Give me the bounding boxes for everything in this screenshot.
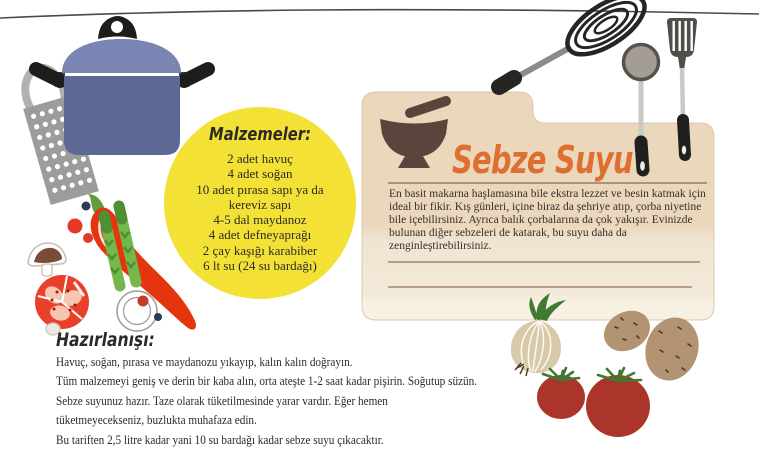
tomato-slice-icon bbox=[35, 275, 89, 329]
ingredient-item: 2 çay kaşığı karabiber bbox=[202, 242, 318, 258]
preparation-line: Havuç, soğan, pırasa ve maydanozu yıkayıp, kalın kalın doğrayın. bbox=[56, 355, 353, 369]
ingredient-item: 10 adet pırasa sapı ya da kereviz sapı bbox=[196, 181, 324, 212]
preparation-panel-heading bbox=[56, 329, 176, 351]
ingredient-item: 6 lt su (24 su bardağı) bbox=[203, 258, 317, 274]
preparation-line: Sebze suyunuz hazır. Taze olarak tüketilmesinde yarar vardır. Eğer hemen bbox=[56, 393, 388, 408]
peppercorn-icon bbox=[82, 202, 91, 211]
ingredients-heading: Malzemeler: bbox=[209, 124, 311, 145]
preparation-heading: Hazırlanışı: bbox=[56, 329, 155, 351]
mushroom-icon bbox=[28, 243, 66, 276]
ingredient-item: 4 adet defneyaprağı bbox=[208, 227, 312, 243]
cherry-tomato-icon bbox=[68, 219, 83, 234]
preparation-line: tüketmeyecekseniz, buzlukta muhafaza edin. bbox=[56, 413, 257, 428]
preparation-line: Bu tariften 2,5 litre kadar yani 10 su bardağı kadar sebze suyu çıkacaktır. bbox=[56, 432, 384, 447]
plate-icon bbox=[117, 291, 157, 331]
tomato-icon bbox=[537, 368, 585, 419]
tomato-icon bbox=[586, 368, 650, 437]
cherry-tomato-icon bbox=[83, 233, 93, 243]
ingredient-item: 4-5 dal maydanoz bbox=[213, 212, 307, 228]
preparation-steps bbox=[56, 353, 540, 450]
ingredients-list bbox=[178, 151, 342, 273]
recipe-description: En basit makarna haşlamasına bile ekstra lezzet ve besin katmak için ideal bir fikir. Kış günleri, içine biraz da şehriye atıp, çorba niyetine bile içebilirsiniz. Ayrıca balık çorbalarına da çok yakışır. Evinizde bulunan diğer sebzeleri de katarak, bu suyu daha da zenginleştirebilirsiniz. bbox=[389, 188, 706, 252]
peppercorn-icon bbox=[154, 313, 162, 321]
recipe-title: Sebze Suyu bbox=[452, 138, 633, 182]
preparation-line: Tüm malzemeyi geniş ve derin bir kaba alın, orta ateşte 1-2 saat kadar pişirin. Soğutup süzün. bbox=[56, 374, 478, 389]
ingredient-item: 4 adet soğan bbox=[227, 166, 293, 182]
ingredients-panel bbox=[178, 124, 342, 273]
ingredient-item: 2 adet havuç bbox=[227, 151, 293, 166]
